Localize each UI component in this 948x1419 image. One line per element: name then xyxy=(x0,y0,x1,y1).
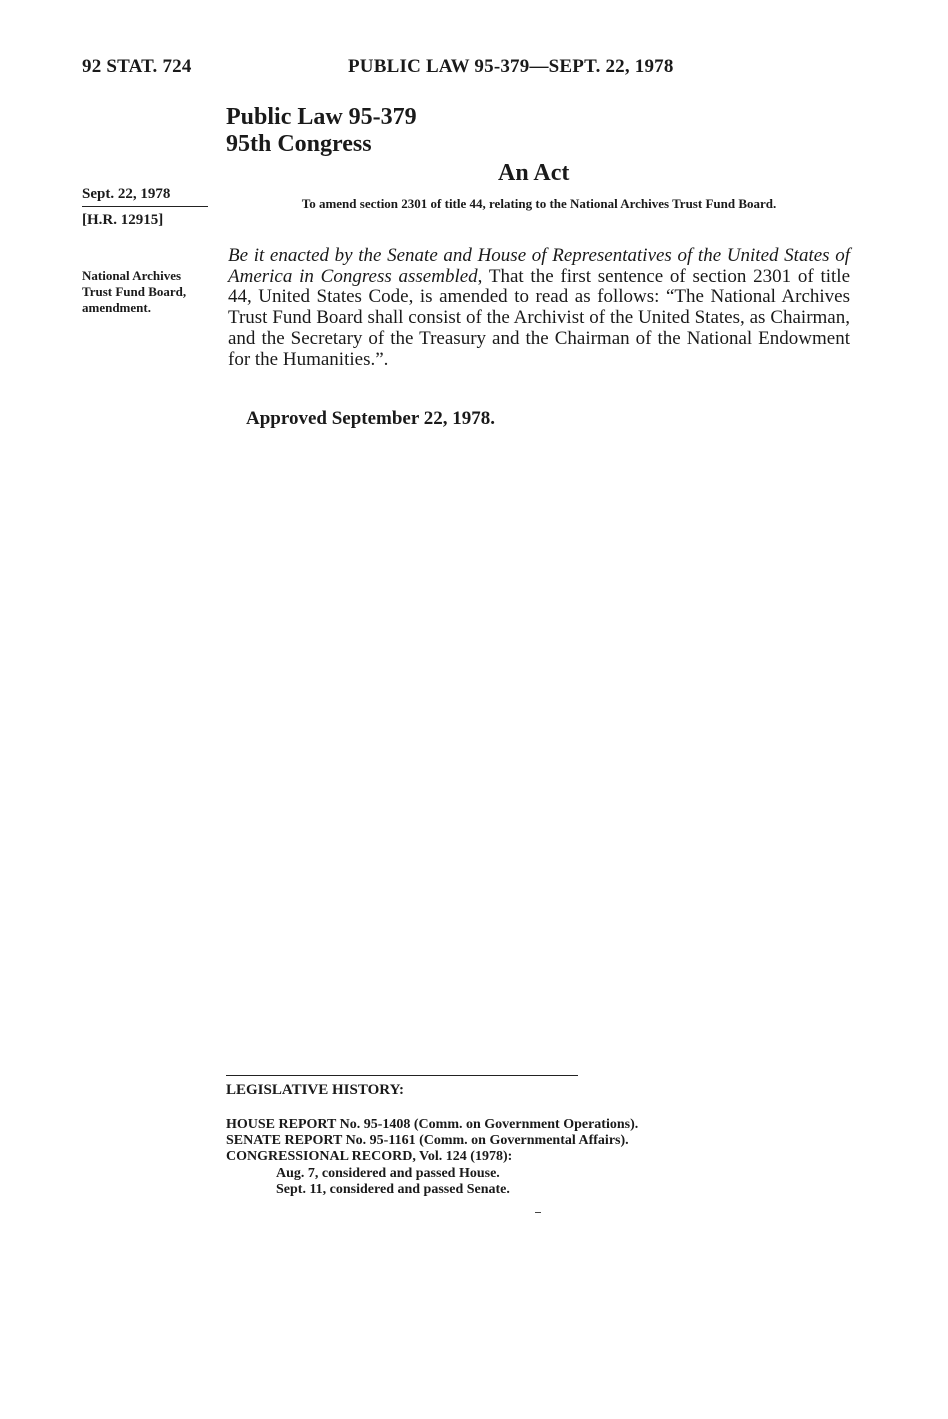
act-purpose: To amend section 2301 of title 44, relating to the National Archives Trust Fund Board. xyxy=(301,196,777,211)
house-report: HOUSE REPORT No. 95-1408 (Comm. on Government Operations). xyxy=(226,1117,639,1132)
sidenote-bill-number: [H.R. 12915] xyxy=(82,212,164,228)
act-text: , That the first sentence of section 2301 of title 44, United States Code, is amended to read as follows: “The National Archives Trust Fund Board shall consist of the Archivist of the United States, as Chairman, and the Secretary of the Treasury and the Chairman of the National Endowment for the Humanities.”. xyxy=(228,265,850,370)
sidenote-date: Sept. 22, 1978 xyxy=(82,186,171,202)
record-entry-senate: Sept. 11, considered and passed Senate. xyxy=(276,1182,510,1197)
senate-report: SENATE REPORT No. 95-1161 (Comm. on Governmental Affairs). xyxy=(226,1133,629,1148)
running-header: PUBLIC LAW 95-379—SEPT. 22, 1978 xyxy=(348,56,674,77)
act-heading: An Act xyxy=(498,160,570,186)
sidenote-topic: National Archives Trust Fund Board, amendment. xyxy=(82,268,187,315)
legislative-history-heading: LEGISLATIVE HISTORY: xyxy=(226,1082,405,1098)
enacting-clause: Be it enacted by the Senate and House of Representatives of the United States of America in Congress assembled xyxy=(228,245,850,287)
legislative-history-divider xyxy=(226,1075,578,1076)
record-entry-house: Aug. 7, considered and passed House. xyxy=(276,1166,500,1181)
congress-label: 95th Congress xyxy=(226,131,372,157)
public-law-number: Public Law 95-379 xyxy=(226,104,417,130)
end-mark xyxy=(535,1212,541,1213)
act-body xyxy=(228,246,850,370)
page-stat-number: 92 STAT. 724 xyxy=(82,56,192,77)
approval-date: Approved September 22, 1978. xyxy=(246,408,495,429)
sidenote-divider xyxy=(82,206,208,207)
congressional-record: CONGRESSIONAL RECORD, Vol. 124 (1978): xyxy=(226,1149,513,1164)
